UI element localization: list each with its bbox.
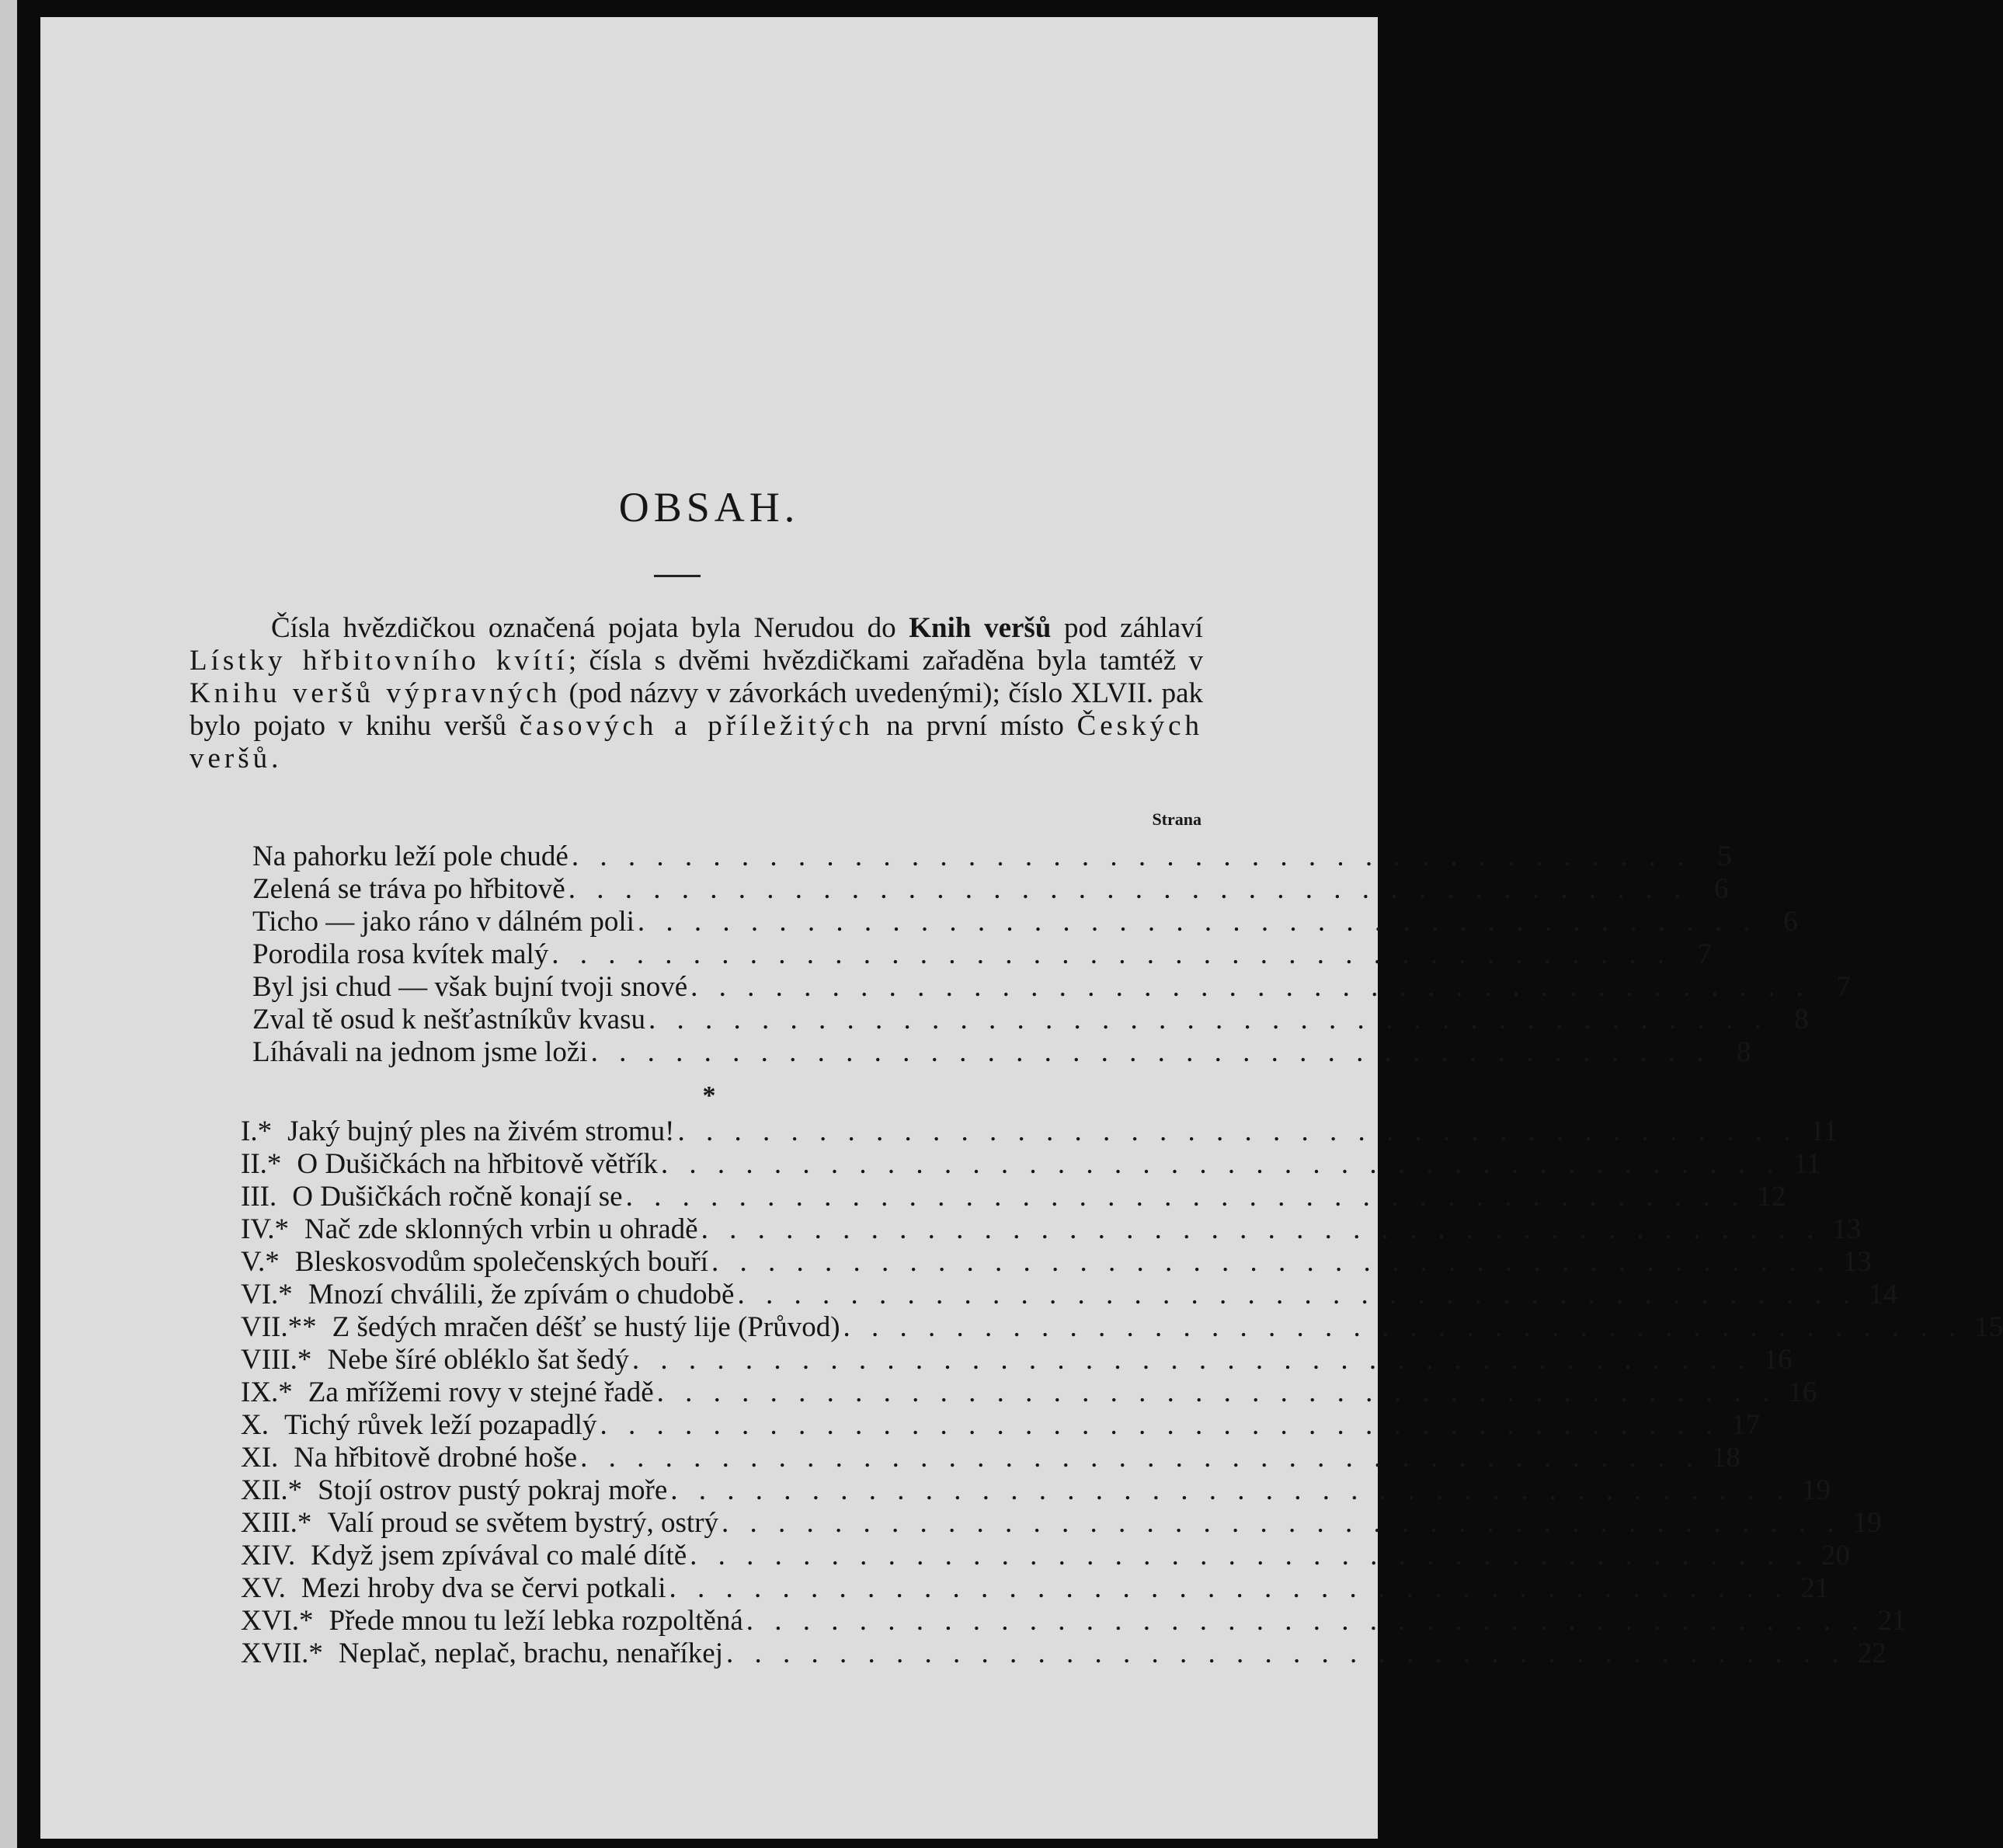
toc-page-number: 6 [1713,873,1729,905]
toc-roman-number: VI.* [241,1279,293,1310]
toc-entry[interactable] [241,1540,1850,1572]
toc-roman-number: I.* [241,1115,273,1147]
toc-entry[interactable] [252,1036,1751,1069]
dot-leader: . . . . . . . . . . . . . . . . . . . . . . . . . . . . . . . . . . . . . . . . [580,1442,1700,1474]
toc-entry[interactable] [241,1442,1740,1474]
dot-leader: . . . . . . . . . . . . . . . . . . . . . . . . . . . . . . . . . . . . . . . . [660,1148,1781,1180]
page-column-header: Strana [1152,809,1201,829]
toc-entry-text: Porodila rosa kvítek malý [252,938,549,970]
toc-page-number: 18 [1711,1442,1740,1474]
toc-page-number: 16 [1763,1344,1793,1376]
dot-leader: . . . . . . . . . . . . . . . . . . . . . . . . . . . . . . . . . . . . . . . . [656,1376,1777,1408]
section-separator: * [702,1081,716,1110]
dot-leader: . . . . . . . . . . . . . . . . . . . . . . . . . . . . . . . . . . . . . . . . [721,1507,1841,1539]
dot-leader: . . . . . . . . . . . . . . . . . . . . . . . . . . . . . . . . . . . . . . . . [725,1637,1846,1669]
toc-entry-text: Nač zde sklonných vrbin u ohradě [304,1213,698,1245]
toc-entry-text: Jaký bujný ples na živém stromu! [287,1115,675,1147]
toc-entry[interactable] [241,1181,1786,1213]
toc-entry-text: Když jsem zpívával co malé dítě [311,1540,687,1571]
intro-spaced: Knihu veršů výpravných [190,677,562,709]
toc-entry-text: Ticho — jako ráno v dálném poli [252,906,635,938]
dot-leader: . . . . . . . . . . . . . . . . . . . . . . . . . . . . . . . . . . . . . . . . [711,1246,1831,1278]
toc-entry-text: Za mřížemi rovy v stejné řadě [308,1376,654,1408]
book-gutter [17,0,40,1848]
dot-leader: . . . . . . . . . . . . . . . . . . . . . . . . . . . . . . . . . . . . . . . . [649,1004,1768,1035]
dot-leader: . . . . . . . . . . . . . . . . . . . . . . . . . . . . . . . . . . . . . . . . [551,938,1671,970]
toc-entry-text: Stojí ostrov pustý pokraj moře [318,1474,668,1506]
toc-entry-text: Zelená se tráva po hřbitově [252,873,565,905]
dot-leader: . . . . . . . . . . . . . . . . . . . . . . . . . . . . . . . . . . . . . . . . [843,1311,1963,1343]
toc-list-numbered [241,1115,2003,1670]
toc-roman-number: VII.** [241,1311,317,1343]
toc-page-number: 7 [1697,938,1712,970]
toc-entry-text: Neplač, neplač, brachu, nenaříkej [338,1637,723,1669]
toc-roman-number: XVII.* [241,1637,323,1669]
intro-text: ; čísla s dvěmi hvězdičkami zařaděna byla tamtéž v [568,645,1204,677]
toc-entry-text: Líhávali na jednom jsme loži [252,1036,588,1068]
toc-entry-text: Tichý růvek leží pozapadlý [283,1409,597,1441]
toc-entry[interactable] [241,1279,1898,1311]
toc-entry[interactable] [252,938,1712,971]
toc-roman-number: XII.* [241,1474,303,1506]
toc-page-number: 16 [1788,1376,1817,1408]
toc-entry-text: Přede mnou tu leží lebka rozpoltěná [329,1605,743,1637]
intro-spaced: Českých veršů [190,710,1204,774]
dot-leader: . . . . . . . . . . . . . . . . . . . . . . . . . . . . . . . . . . . . . . . . [631,1344,1752,1376]
toc-page-number: 21 [1800,1572,1830,1604]
toc-entry-text: Zval tě osud k nešťastníkův kvasu [252,1004,645,1035]
toc-entry[interactable] [241,1507,1882,1540]
toc-page-number: 11 [1810,1115,1838,1147]
toc-page-number: 7 [1836,971,1851,1003]
toc-page-number: 13 [1832,1213,1862,1245]
toc-page-number: 15 [1974,1311,2003,1343]
dot-leader: . . . . . . . . . . . . . . . . . . . . . . . . . . . . . . . . . . . . . . . . [571,840,1692,872]
toc-entry[interactable] [252,971,1851,1004]
toc-roman-number: IX.* [241,1376,293,1408]
toc-page-number: 21 [1877,1605,1907,1637]
toc-entry[interactable] [241,1148,1821,1181]
toc-list-unnumbered [252,840,1851,1069]
toc-entry-text: Nebe šíré obléklo šat šedý [327,1344,629,1376]
toc-roman-number: XIII.* [241,1507,312,1539]
intro-text: Čísla hvězdičkou označená pojata byla Nerudou do [271,612,909,644]
toc-entry-text: Byl jsi chud — však bujní tvoji snové [252,971,688,1003]
intro-bold: Knih veršů [909,612,1052,644]
dot-leader: . . . . . . . . . . . . . . . . . . . . . . . . . . . . . . . . . . . . . . . . [690,1540,1810,1571]
toc-entry[interactable] [252,906,1798,938]
toc-page-number: 6 [1783,906,1798,938]
dot-leader: . . . . . . . . . . . . . . . . . . . . . . . . . . . . . . . . . . . . . . . . [600,1409,1720,1441]
toc-page-number: 19 [1852,1507,1882,1539]
toc-page-number: 11 [1793,1148,1821,1180]
toc-entry[interactable] [241,1246,1872,1279]
toc-entry[interactable] [252,1004,1809,1036]
toc-page-number: 8 [1736,1036,1751,1068]
dot-leader: . . . . . . . . . . . . . . . . . . . . . . . . . . . . . . . . . . . . . . . . [670,1474,1791,1506]
toc-entry[interactable] [241,1115,1838,1148]
toc-roman-number: VIII.* [241,1344,312,1376]
toc-entry-text: Mezi hroby dva se červi potkali [301,1572,666,1604]
document-page [40,17,2003,1839]
dot-leader: . . . . . . . . . . . . . . . . . . . . . . . . . . . . . . . . . . . . . . . . [568,873,1688,905]
title-rule [654,575,701,577]
adjacent-page-edge [0,0,17,1848]
toc-roman-number: XIV. [241,1540,296,1571]
intro-paragraph [190,612,1203,775]
toc-entry[interactable] [241,1344,1793,1376]
toc-page-number: 20 [1820,1540,1850,1571]
dot-leader: . . . . . . . . . . . . . . . . . . . . . . . . . . . . . . . . . . . . . . . . [590,1036,1711,1068]
toc-page-number: 5 [1717,840,1732,872]
toc-page-number: 17 [1731,1409,1761,1441]
intro-text: pod záhlaví [1051,612,1203,644]
toc-page-number: 8 [1794,1004,1809,1035]
dot-leader: . . . . . . . . . . . . . . . . . . . . . . . . . . . . . . . . . . . . . . . . [669,1572,1789,1604]
dot-leader: . . . . . . . . . . . . . . . . . . . . . . . . . . . . . . . . . . . . . . . . [746,1605,1866,1637]
dot-leader: . . . . . . . . . . . . . . . . . . . . . . . . . . . . . . . . . . . . . . . . [701,1213,1821,1245]
toc-entry[interactable] [241,1572,1830,1605]
intro-text: (pod názvy v závorkách uvedenými); číslo XLVII. pak bylo pojato v knihu veršů [190,677,1203,742]
toc-entry-text: Bleskosvodům společenských bouří [294,1246,709,1278]
toc-entry[interactable] [252,873,1729,906]
toc-roman-number: IV.* [241,1213,290,1245]
toc-page-number: 19 [1802,1474,1831,1506]
intro-text: . [271,743,279,774]
dot-leader: . . . . . . . . . . . . . . . . . . . . . . . . . . . . . . . . . . . . . . . . [690,971,1810,1003]
toc-entry-text: Mnozí chválili, že zpívám o chudobě [308,1279,735,1310]
toc-page-number: 13 [1842,1246,1872,1278]
dot-leader: . . . . . . . . . . . . . . . . . . . . . . . . . . . . . . . . . . . . . . . . [737,1279,1858,1310]
toc-entry-text: Z šedých mračen déšť se hustý lije (Průvod) [332,1311,840,1343]
toc-entry-text: Na hřbitově drobné hoše [294,1442,578,1474]
toc-entry[interactable] [241,1311,2003,1344]
toc-entry[interactable] [241,1637,1887,1670]
toc-entry[interactable] [241,1605,1907,1637]
toc-roman-number: V.* [241,1246,280,1278]
toc-roman-number: X. [241,1409,269,1441]
intro-text: na první místo [873,710,1077,742]
toc-entry[interactable] [241,1376,1817,1409]
toc-roman-number: XI. [241,1442,279,1474]
dot-leader: . . . . . . . . . . . . . . . . . . . . . . . . . . . . . . . . . . . . . . . . [677,1115,1798,1147]
toc-page-number: 22 [1857,1637,1887,1669]
toc-entry-text: Na pahorku leží pole chudé [252,840,569,872]
toc-roman-number: XVI.* [241,1605,314,1637]
toc-page-number: 14 [1869,1279,1898,1310]
toc-entry-text: Valí proud se světem bystrý, ostrý [327,1507,718,1539]
toc-roman-number: II.* [241,1148,282,1180]
toc-entry-text: O Dušičkách na hřbitově větřík [297,1148,658,1180]
toc-roman-number: XV. [241,1572,286,1604]
toc-entry[interactable] [241,1474,1831,1507]
dot-leader: . . . . . . . . . . . . . . . . . . . . . . . . . . . . . . . . . . . . . . . . [625,1181,1746,1213]
intro-spaced: časových a příležitých [519,710,874,742]
toc-entry[interactable] [252,840,1732,873]
intro-spaced: Lístky hřbitovního kvítí [190,645,569,677]
dot-leader: . . . . . . . . . . . . . . . . . . . . . . . . . . . . . . . . . . . . . . . . [637,906,1758,938]
toc-entry[interactable] [241,1213,1862,1246]
toc-roman-number: III. [241,1181,277,1213]
page-title: OBSAH. [618,484,800,531]
toc-entry-text: O Dušičkách ročně konají se [292,1181,623,1213]
toc-page-number: 12 [1757,1181,1786,1213]
toc-entry[interactable] [241,1409,1761,1442]
